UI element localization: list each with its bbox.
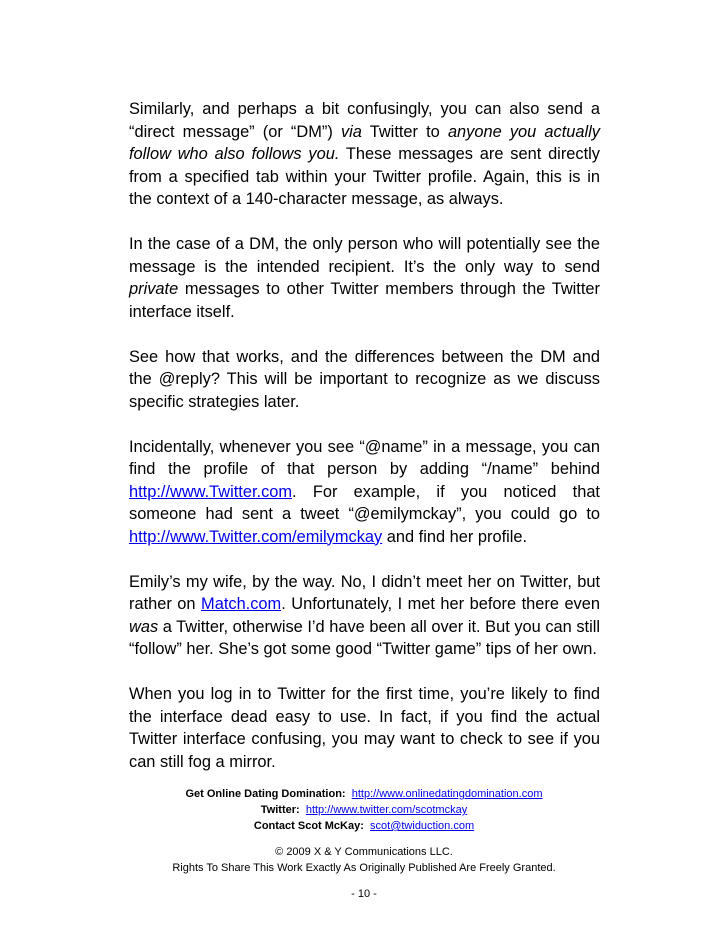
text-span: a Twitter, otherwise I’d have been all over it. But you can still “follow” her. She’s got some good “Twitter game” tips of her own.: [129, 617, 600, 658]
text-span: Similarly, and perhaps a bit confusingly, you can also send a “direct message” (or “DM”): [129, 100, 600, 141]
paragraph-direct-message: [129, 98, 600, 211]
footer-label: Get Online Dating Domination:: [185, 788, 346, 800]
body-text: [129, 98, 600, 796]
contact-email-link[interactable]: scot@twiduction.com: [370, 820, 475, 832]
footer-label: Contact Scot McKay:: [253, 820, 364, 832]
emphasis-text: anyone you actually follow who also follows you.: [129, 122, 600, 163]
text-span: In the case of a DM, the only person who will potentially see the message is the intended recipient. It’s the only way to send: [129, 235, 600, 276]
text-span: Twitter to: [361, 122, 448, 141]
footer-label: Twitter:: [260, 804, 300, 816]
emphasis-text: private: [129, 280, 179, 298]
paragraph-at-name: [129, 436, 600, 549]
text-span: These messages are sent directly from a specified tab within your Twitter profile. Again, this is in the context of a 140-character message, as always.: [129, 145, 600, 208]
paragraph-dm-vs-reply: See how that works, and the differences between the DM and the @reply? This will be important to recognize as we discuss specific strategies later.: [129, 347, 600, 411]
emilymckay-profile-link[interactable]: http://www.Twitter.com/emilymckay: [129, 527, 383, 546]
match-com-link[interactable]: Match.com: [201, 595, 282, 613]
text-span: . Unfortunately, I met her before there even: [281, 595, 600, 613]
paragraph-emily: [129, 571, 600, 661]
paragraph-first-login: When you log in to Twitter for the first time, you’re likely to find the interface dead easy to use. In fact, if you find the actual Twitter interface confusing, you may want to check to see if you can still fog a mirror.: [129, 685, 600, 771]
onlinedatingdomination-link[interactable]: http://www.onlinedatingdomination.com: [351, 788, 543, 800]
rights-notice: Rights To Share This Work Exactly As Originally Published Are Freely Granted.: [172, 862, 556, 874]
twitter-link[interactable]: http://www.Twitter.com: [129, 482, 293, 501]
emphasis-text: was: [129, 617, 159, 636]
text-span: Incidentally, whenever you see “@name” in a message, you can find the profile of that person by adding “/name” behind: [129, 437, 600, 478]
footer-line-dating: [0, 786, 728, 802]
page-footer: [0, 786, 728, 902]
footer-line-contact: [0, 818, 728, 834]
copyright-notice: © 2009 X & Y Communications LLC.: [275, 846, 453, 858]
footer-line-twitter: [0, 802, 728, 818]
text-span: Emily’s my wife, by the way. No, I didn’t meet her on Twitter, but rather on: [129, 572, 600, 613]
text-span: messages to other Twitter members through the Twitter interface itself.: [129, 280, 600, 321]
page-number: - 10 -: [351, 888, 377, 900]
emphasis-text: via: [340, 122, 362, 141]
text-span: . For example, if you noticed that someone had sent a tweet “@emilymckay”, you could go to: [129, 482, 600, 523]
text-span: and find her profile.: [382, 527, 528, 546]
twitter-scotmckay-link[interactable]: http://www.twitter.com/scotmckay: [305, 804, 468, 816]
paragraph-dm-recipient: [129, 233, 600, 323]
